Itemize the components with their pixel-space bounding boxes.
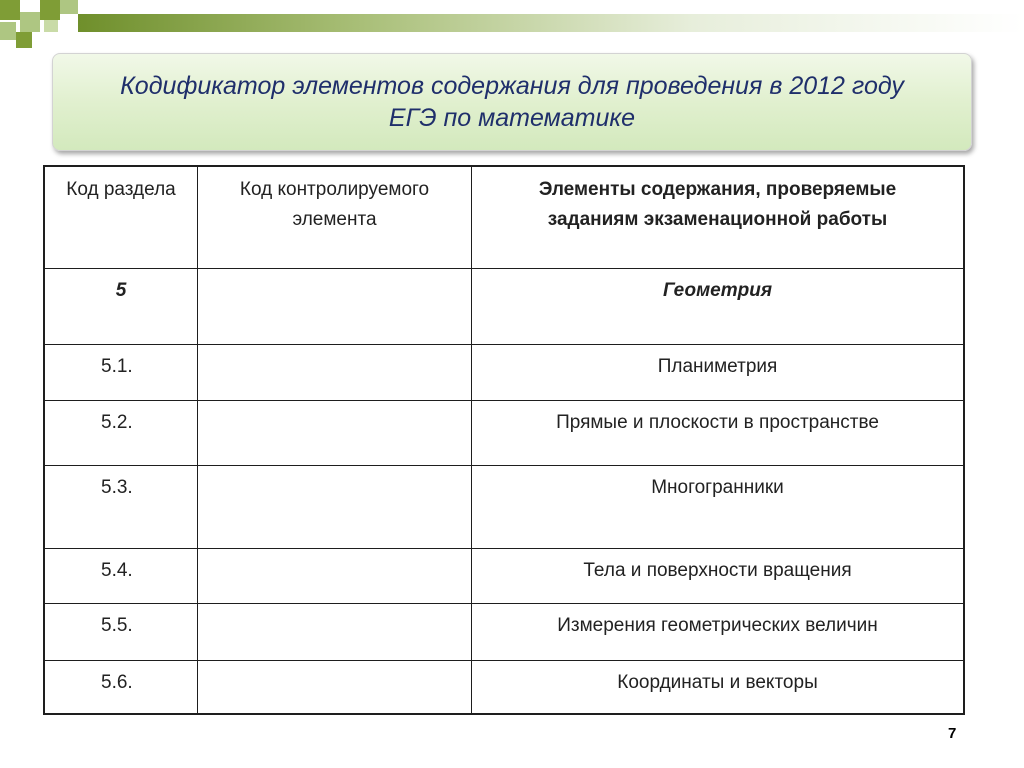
row-section-code: 5.5.: [45, 604, 198, 661]
row-element-code: [198, 661, 472, 713]
decorative-square: [60, 0, 78, 14]
row-element-code: [198, 401, 472, 466]
row-section-code: 5.6.: [45, 661, 198, 713]
row-section-code: 5.2.: [45, 401, 198, 466]
row-element-code: [198, 269, 472, 345]
row-content: Планиметрия: [472, 345, 963, 401]
header-element-code: [198, 167, 472, 269]
header-element-code-label: Код контролируемого элемента: [239, 179, 430, 230]
decorative-square: [20, 12, 40, 32]
slide-title-line-2: ЕГЭ по математике: [388, 104, 636, 132]
row-content: Координаты и векторы: [617, 672, 818, 693]
decorative-square: [40, 0, 60, 20]
row-content: Геометрия: [472, 269, 963, 345]
row-content: Тела и поверхности вращения: [472, 549, 963, 604]
row-content: Прямые и плоскости в пространстве: [472, 401, 963, 466]
header-content: [472, 167, 963, 269]
page-number: 7: [948, 725, 957, 742]
row-element-code: [198, 466, 472, 549]
decorative-square: [0, 0, 20, 20]
decorative-square: [16, 32, 32, 48]
row-element-code: [198, 604, 472, 661]
header-gradient-bar: [78, 14, 1024, 32]
row-section-code: 5.4.: [45, 549, 198, 604]
header-section-code-label: Код раздела: [66, 179, 176, 200]
row-content: Измерения геометрических величин: [472, 604, 963, 661]
header-content-label: Элементы содержания, проверяемые заданиям экзаменационной работы: [538, 179, 897, 230]
row-element-code: [198, 345, 472, 401]
row-element-code: [198, 549, 472, 604]
decorative-square: [44, 20, 58, 32]
slide-title-box: [52, 53, 972, 151]
header-section-code: [45, 167, 198, 269]
row-section-code: 5.1.: [45, 345, 198, 401]
codifier-table: [43, 165, 965, 715]
row-content: Многогранники: [472, 466, 963, 549]
row-section-code: 5: [45, 269, 198, 345]
decorative-square: [0, 22, 16, 40]
row-section-code: 5.3.: [45, 466, 198, 549]
slide-title-line-1: Кодификатор элементов содержания для проведения в 2012 году: [120, 72, 904, 100]
